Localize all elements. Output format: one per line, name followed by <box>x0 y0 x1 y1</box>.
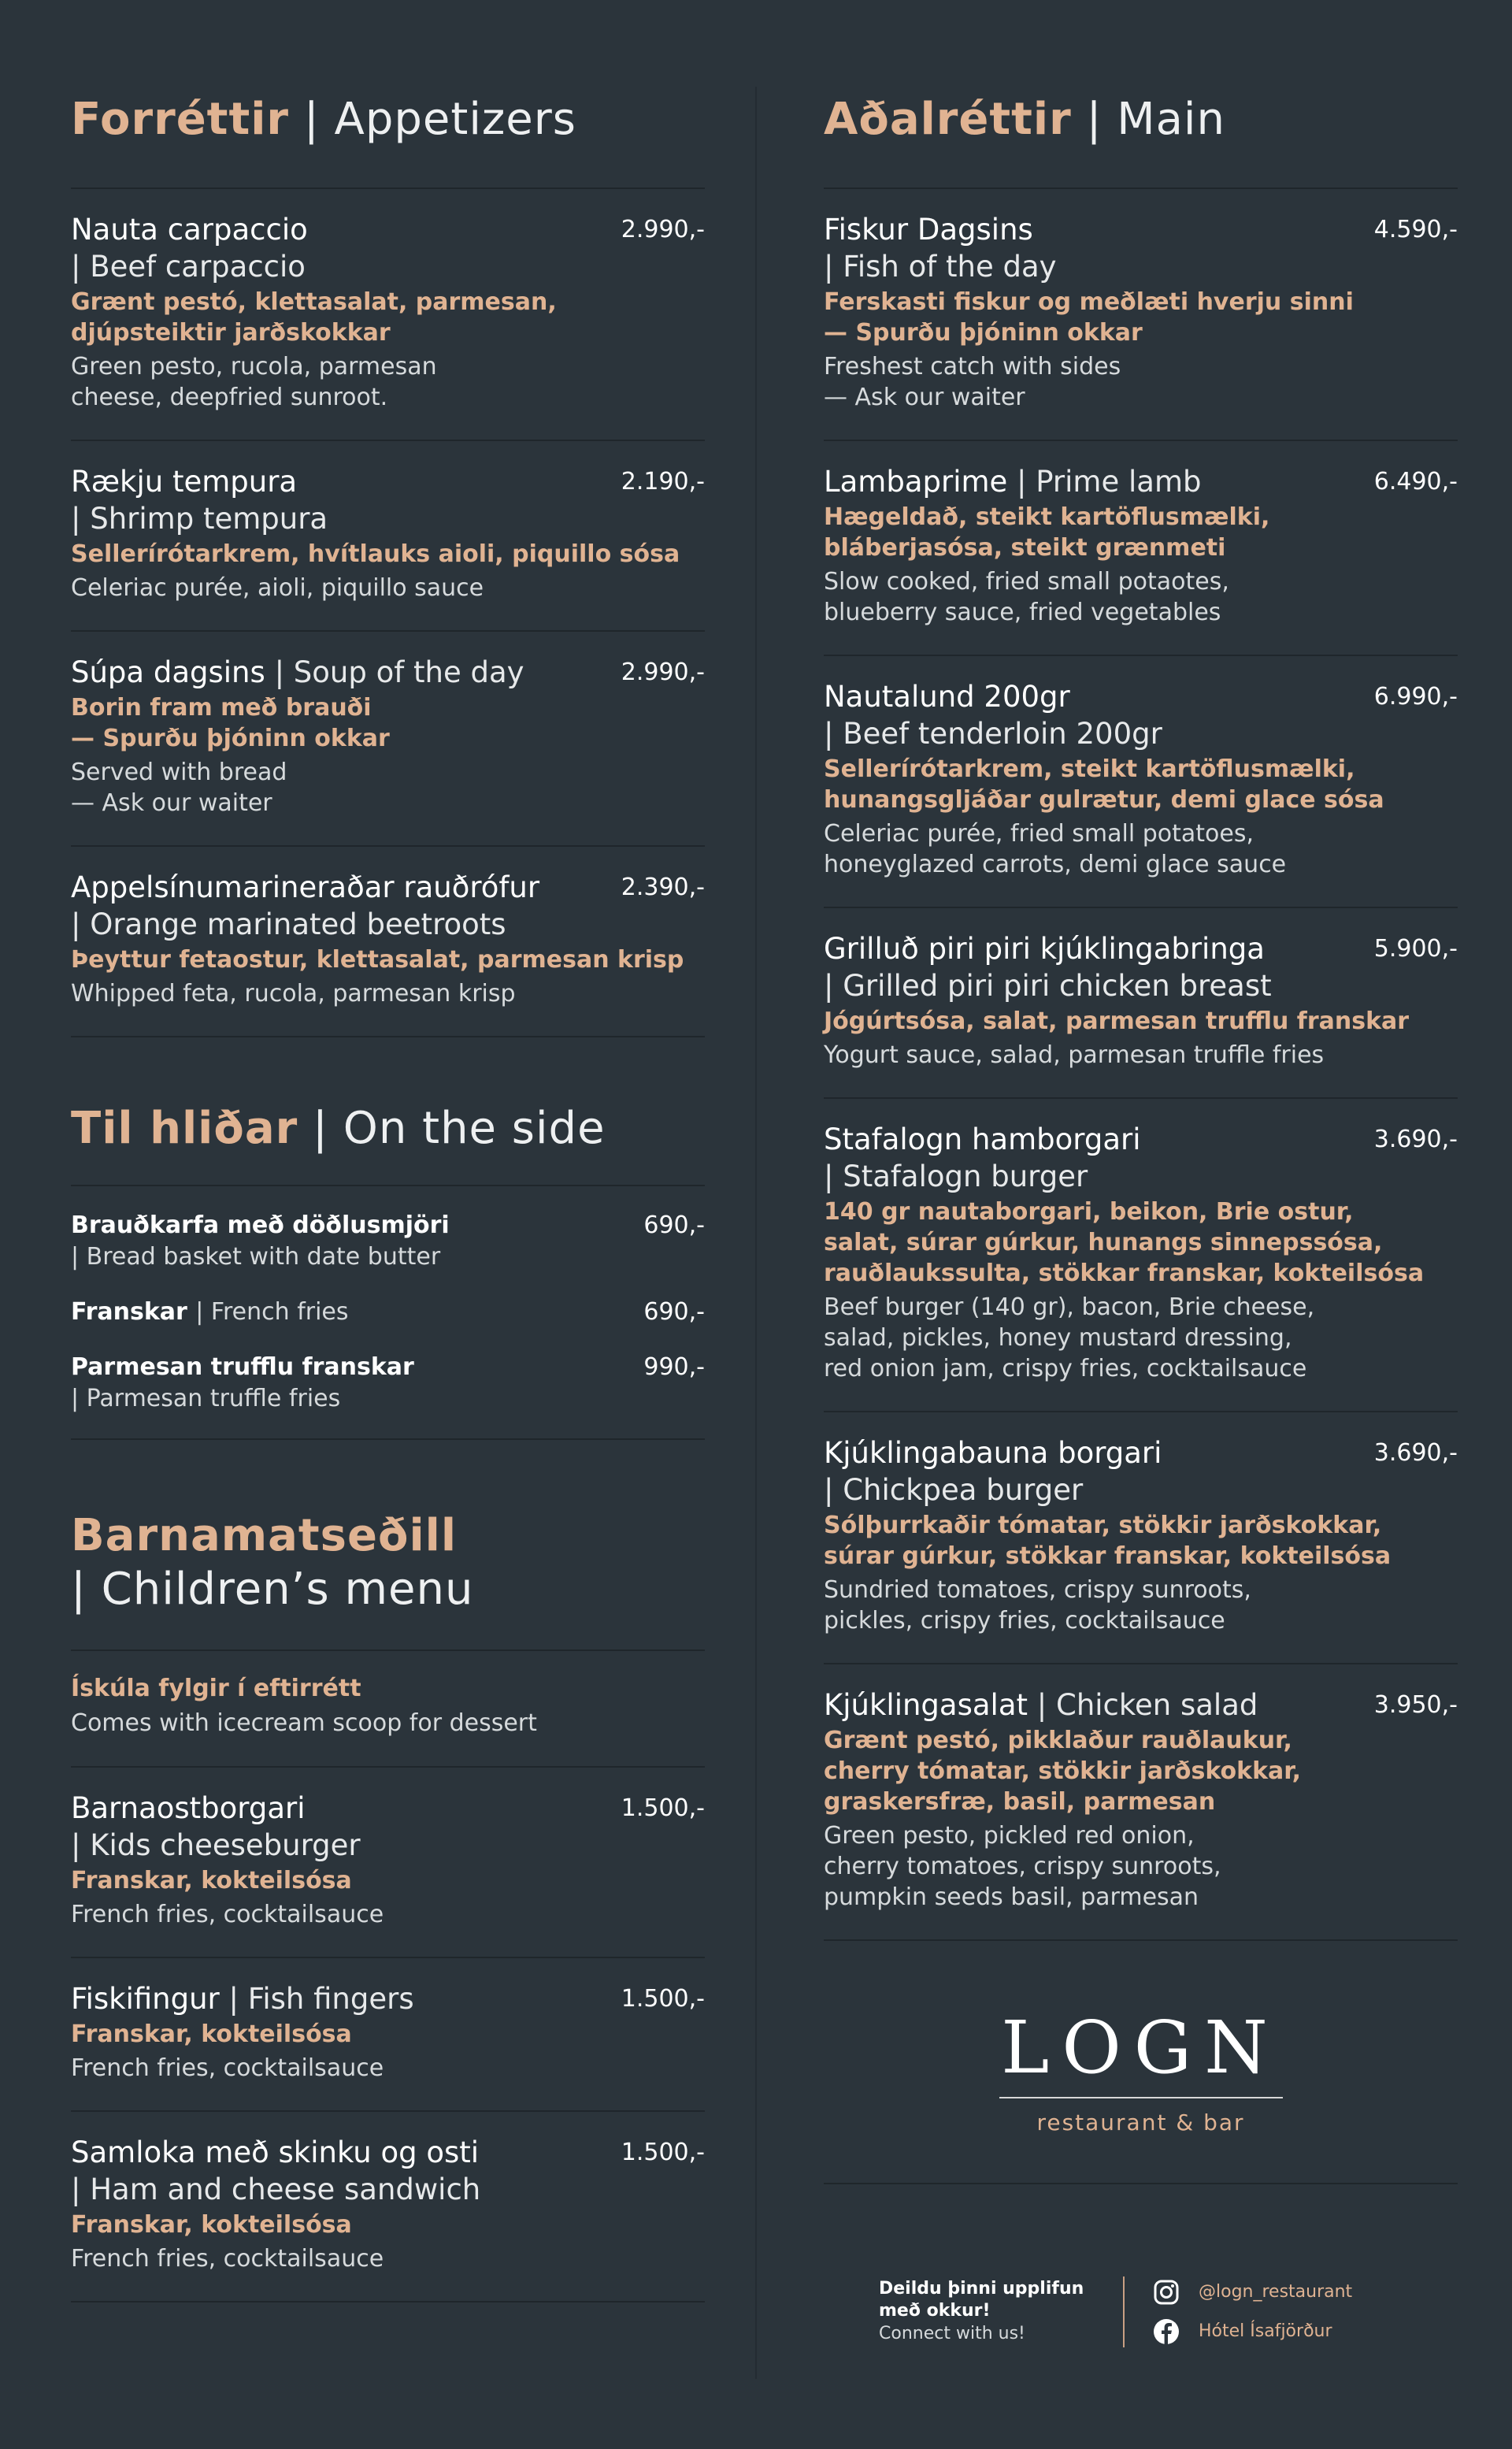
sides-title-is: Til hliðar <box>71 1103 298 1155</box>
title-separator: | <box>303 94 320 145</box>
kids-note <box>71 1651 705 1768</box>
menu-item <box>71 189 705 441</box>
item-description-is: Borin fram með brauði — Spurðu þjóninn okkar <box>71 694 390 753</box>
item-description-en: Whipped feta, rucola, parmesan krisp <box>71 980 516 1008</box>
sides-title <box>71 1102 705 1156</box>
item-description-en: French fries, cocktailsauce <box>71 2245 384 2273</box>
item-name-en: | Chickpea burger <box>824 1473 1084 1508</box>
item-name: Fiskifingur <box>71 1982 220 2017</box>
instagram-link[interactable] <box>1153 2273 1352 2312</box>
item-name: Barnaostborgari <box>71 1791 306 1826</box>
side-item-name-en: | Bread basket with date butter <box>71 1242 441 1271</box>
left-column <box>71 93 705 2302</box>
item-description-is: Jógúrtsósa, salat, parmesan trufflu franskar <box>824 1007 1410 1036</box>
item-description-is: 140 gr nautaborgari, beikon, Brie ostur, salat, súrar gúrkur, hunangs sinnepssósa, rauðlaukssulta, stökkar franskar, kokteilsósa <box>824 1198 1425 1288</box>
item-description-is: Sellerírótarkrem, hvítlauks aioli, piquillo sósa <box>71 540 680 569</box>
item-description-en: French fries, cocktailsauce <box>71 2054 384 2083</box>
item-price: 3.690,- <box>1373 1439 1458 1468</box>
side-item <box>71 1186 705 1273</box>
item-name-en: | Fish fingers <box>228 1982 414 2017</box>
share-line-en: Connect with us! <box>879 2324 1025 2344</box>
menu-item <box>71 1768 705 1958</box>
item-description-is: Sellerírótarkrem, steikt kartöflusmælki, hunangsgljáðar gulrætur, demi glace sósa <box>824 755 1384 814</box>
item-price: 1.500,- <box>621 1985 705 2013</box>
item-name: Fiskur Dagsins <box>824 213 1033 247</box>
item-name-en: | Chicken salad <box>1036 1688 1258 1723</box>
kids-title-is: Barnamatseðill <box>71 1509 458 1561</box>
share-line: með okkur! <box>879 2301 991 2321</box>
item-name: Grilluð piri piri kjúklingabringa <box>824 932 1265 967</box>
column-divider <box>755 87 757 2379</box>
item-description-is: Þeyttur fetaostur, klettasalat, parmesan krisp <box>71 946 684 974</box>
item-price: 5.900,- <box>1373 935 1458 963</box>
logo-wordmark: LOGN <box>1001 2006 1280 2091</box>
divider <box>71 1036 705 1037</box>
kids-note-en: Comes with icecream scoop for dessert <box>71 1709 537 1738</box>
item-price: 6.490,- <box>1373 468 1458 496</box>
share-line: Deildu þinni upplifun <box>879 2279 1084 2299</box>
menu-item <box>71 1958 705 2112</box>
main-title-is: Aðalréttir <box>824 94 1072 145</box>
side-item-price: 690,- <box>643 1297 705 1326</box>
item-name: Nautalund 200gr <box>824 680 1070 714</box>
menu-item <box>824 441 1458 656</box>
side-item <box>71 1273 705 1328</box>
side-item-price: 990,- <box>643 1353 705 1381</box>
item-name-en: | Stafalogn burger <box>824 1160 1088 1194</box>
facebook-icon <box>1153 2318 1180 2345</box>
item-name-en: | Orange marinated beetroots <box>71 907 506 942</box>
appetizers-title <box>71 93 705 147</box>
item-description-en: Served with bread — Ask our waiter <box>71 759 287 818</box>
kids-title-en: | Children’s menu <box>71 1563 474 1615</box>
item-price: 3.690,- <box>1373 1126 1458 1154</box>
instagram-icon <box>1153 2279 1180 2306</box>
item-description-en: French fries, cocktailsauce <box>71 1901 384 1929</box>
menu-item <box>824 656 1458 908</box>
facebook-name[interactable]: Hótel Ísafjörður <box>1199 2321 1332 2342</box>
item-price: 2.190,- <box>621 468 705 496</box>
item-description-is: Grænt pestó, klettasalat, parmesan, djúpsteiktir jarðskokkar <box>71 288 557 347</box>
side-item-name: Parmesan trufflu franskar <box>71 1353 414 1381</box>
item-description-en: Green pesto, rucola, parmesan cheese, deepfried sunroot. <box>71 353 437 412</box>
side-item-name-en: | French fries <box>195 1297 349 1326</box>
item-price: 4.590,- <box>1373 216 1458 244</box>
side-item-price: 690,- <box>643 1211 705 1239</box>
item-name: Samloka með skinku og osti <box>71 2135 480 2170</box>
item-description-en: Yogurt sauce, salad, parmesan truffle fries <box>824 1041 1325 1070</box>
item-description-is: Ferskasti fiskur og meðlæti hverju sinni — Spurðu þjóninn okkar <box>824 288 1354 347</box>
main-title <box>824 93 1458 147</box>
item-name: Stafalogn hamborgari <box>824 1122 1141 1157</box>
logo-underline <box>999 2097 1283 2098</box>
item-name-en: | Beef tenderloin 200gr <box>824 717 1162 751</box>
divider <box>824 2183 1458 2184</box>
title-separator: | <box>313 1103 328 1155</box>
appetizers-title-is: Forréttir <box>71 94 290 145</box>
item-price: 3.950,- <box>1373 1691 1458 1720</box>
kids-title <box>71 1509 705 1617</box>
menu-item <box>824 1099 1458 1412</box>
item-name-en: | Shrimp tempura <box>71 502 328 536</box>
item-price: 1.500,- <box>621 1794 705 1823</box>
item-description-is: Franskar, kokteilsósa <box>71 2211 352 2239</box>
menu-item <box>824 908 1458 1099</box>
item-price: 6.990,- <box>1373 683 1458 711</box>
item-description-is: Franskar, kokteilsósa <box>71 2020 352 2049</box>
item-description-en: Slow cooked, fried small potaotes, blueberry sauce, fried vegetables <box>824 568 1229 627</box>
item-description-en: Beef burger (140 gr), bacon, Brie cheese, salad, pickles, honey mustard dressing, red onion jam, crispy fries, cocktailsauce <box>824 1293 1315 1383</box>
item-name-en: | Kids cheeseburger <box>71 1828 361 1863</box>
item-price: 1.500,- <box>621 2139 705 2167</box>
item-price: 2.390,- <box>621 874 705 902</box>
divider <box>71 1438 705 1440</box>
item-name: Kjúklingabauna borgari <box>824 1436 1162 1471</box>
social-links <box>1153 2273 1352 2351</box>
item-description-en: Celeriac purée, fried small potatoes, honeyglazed carrots, demi glace sauce <box>824 820 1287 879</box>
brand-logo <box>824 2006 1458 2136</box>
item-price: 2.990,- <box>621 659 705 687</box>
item-name-en: | Grilled piri piri chicken breast <box>824 969 1272 1004</box>
item-name: Kjúklingasalat <box>824 1688 1028 1723</box>
item-name: Rækju tempura <box>71 465 298 499</box>
item-description-en: Celeriac purée, aioli, piquillo sauce <box>71 574 484 603</box>
item-description-en: Freshest catch with sides — Ask our waiter <box>824 353 1121 412</box>
item-description-is: Franskar, kokteilsósa <box>71 1867 352 1895</box>
menu-item <box>824 1412 1458 1664</box>
side-item-name: Franskar <box>71 1297 187 1326</box>
main-title-en: Main <box>1117 94 1225 145</box>
item-name-en: | Ham and cheese sandwich <box>71 2173 481 2207</box>
menu-item <box>71 632 705 847</box>
menu-item <box>71 2112 705 2302</box>
item-description-en: Green pesto, pickled red onion, cherry tomatoes, crispy sunroots, pumpkin seeds basil, parmesan <box>824 1822 1221 1912</box>
item-name: Lambaprime <box>824 465 1008 499</box>
item-name-en: | Prime lamb <box>1017 465 1202 499</box>
menu-item <box>71 441 705 632</box>
item-name-en: | Fish of the day <box>824 250 1057 284</box>
menu-item <box>824 1664 1458 1941</box>
item-description-is: Hægeldað, steikt kartöflusmælki, bláberjasósa, steikt grænmeti <box>824 503 1270 562</box>
side-item <box>71 1328 705 1415</box>
share-text <box>879 2278 1115 2346</box>
footer-divider <box>1123 2276 1125 2347</box>
right-column <box>824 93 1458 2351</box>
item-price: 2.990,- <box>621 216 705 244</box>
menu-item <box>824 189 1458 441</box>
logo-tagline: restaurant & bar <box>1036 2109 1245 2136</box>
item-name-en: | Beef carpaccio <box>71 250 306 284</box>
menu-item <box>71 847 705 1037</box>
sides-title-en: On the side <box>343 1103 606 1155</box>
item-description-en: Sundried tomatoes, crispy sunroots, pickles, crispy fries, cocktailsauce <box>824 1576 1251 1635</box>
side-item-name-en: | Parmesan truffle fries <box>71 1384 341 1412</box>
item-name-en: | Soup of the day <box>274 655 524 690</box>
instagram-handle[interactable]: @logn_restaurant <box>1199 2282 1353 2302</box>
item-description-is: Grænt pestó, pikklaður rauðlaukur, cherry tómatar, stökkir jarðskokkar, graskersfræ, basil, parmesan <box>824 1727 1302 1816</box>
side-item-name: Brauðkarfa með döðlusmjöri <box>71 1211 450 1239</box>
item-name: Appelsínumarineraðar rauðrófur <box>71 870 540 905</box>
facebook-link[interactable] <box>1153 2312 1352 2351</box>
item-name: Súpa dagsins <box>71 655 265 690</box>
kids-note-is: Ískúla fylgir í eftirrétt <box>71 1675 361 1703</box>
appetizers-title-en: Appetizers <box>334 94 576 145</box>
item-name: Nauta carpaccio <box>71 213 308 247</box>
social-footer <box>824 2241 1458 2351</box>
item-description-is: Sólþurrkaðir tómatar, stökkir jarðskokkar, súrar gúrkur, stökkar franskar, kokteilsósa <box>824 1512 1392 1571</box>
divider <box>71 2301 705 2302</box>
title-separator: | <box>1086 94 1102 145</box>
divider <box>824 1939 1458 1941</box>
